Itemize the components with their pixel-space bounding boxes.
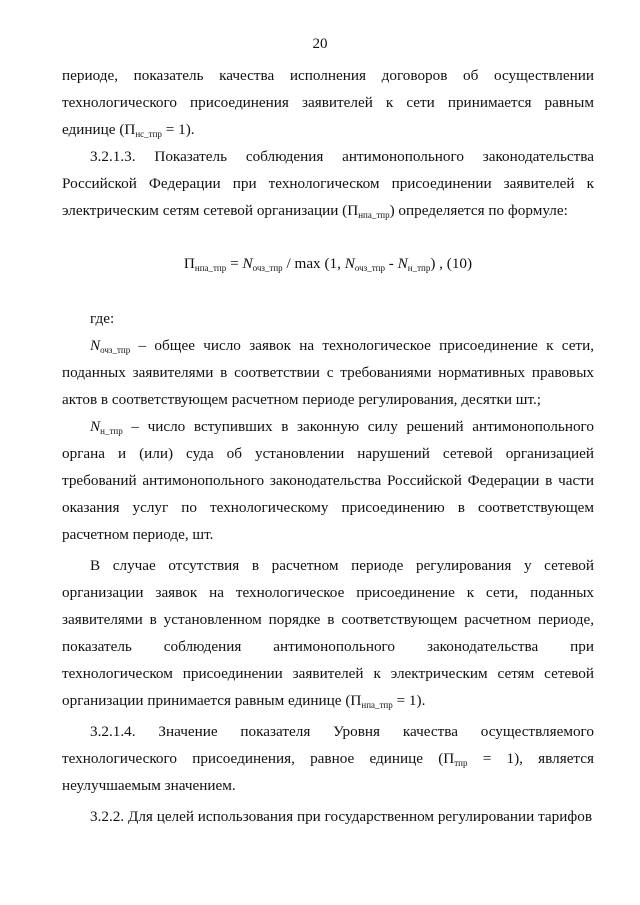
formula-10 [62,250,594,277]
paragraph-3-2-2 [62,803,594,830]
definition-text: – число вступивших в законную силу решений антимонопольного органа и (или) суда об установлении нарушений сетевой организацией требований антимонопольного законодательства Российской Федерации в части оказания услуг по технологическому присоединению в соответствующем расчетном периоде, шт. [62,418,594,543]
document-body [62,62,594,830]
formula-var-n2-subscript: очз_тпр [354,263,385,273]
paragraph-tail: ). [185,121,195,138]
page-number: 20 [312,36,328,52]
definition-subscript: очз_тпр [100,345,131,355]
paragraph-tail: ) определяется по формуле: [389,202,568,219]
formula-var-n2: N [344,255,355,272]
paragraph-text: периоде, показатель качества исполнения договоров об осуществлении технологического присоединения заявителей к сети принимается равным единице [62,67,594,138]
equation-value: = 1 [392,692,417,709]
where-label: где: [90,310,115,327]
symbol-subscript: нпа_тпр [361,700,393,710]
formula-minus: - [384,255,398,272]
paragraph-3-2-1-4 [62,718,594,799]
formula-var-n1-subscript: очз_тпр [252,263,283,273]
definition-symbol: N [90,337,101,354]
definition-text: – общее число заявок на технологическое присоединение к сети, поданных заявителями в соответствии с требованиями нормативных правовых актов в соответствующем расчетном периоде регулирования, десятки шт.; [62,337,594,408]
formula-max: / max (1, [282,255,345,272]
definition-n-ochz [62,332,594,413]
paragraph-tail: ), является неулучшаемым значением. [62,750,594,794]
paragraph-text: 3.2.1.4. Значение показателя Уровня качества осуществляемого технологического присоединения, равное единице ( [62,723,594,767]
equation-value: = 1 [467,750,515,767]
definition-subscript: н_тпр [100,426,123,436]
formula-var-n3-subscript: н_тпр [407,263,431,273]
symbol: П [350,692,362,709]
paragraph-text: 3.2.1.3. Показатель соблюдения антимонопольного законодательства Российской Федерации при технологическом присоединении заявителей к электрическим сетям сетевой организации ( [62,148,594,219]
definition-n-n [62,413,594,548]
symbol-subscript: нс_тпр [135,129,162,139]
symbol: П [443,750,455,767]
formula-var-n1: N [242,255,253,272]
paragraph-no-applications [62,552,594,714]
symbol-subscript: тпр [454,758,468,768]
paragraph-continuation: периоде, показатель качества исполнения договоров об осуществлении технологического присоединения заявителей к сети принимается равным единице $(П_{нс\_тпр} = 1)$. [62,67,594,139]
symbol-subscript: нпа_тпр [358,210,390,220]
paragraph-text: В случае отсутствия в расчетном периоде регулирования у сетевой организации заявок на технологическое присоединение к сети, поданных заявителями в установленном порядке в соответствующем расчетном периоде, показатель соблюдения антимонопольного законодательства при технологическом присоединении заявителей к электрическим сетям сетевой организации принимается равным единице ( [62,557,594,709]
formula-var-n3: N [397,255,408,272]
paragraph-3-2-1-3 [62,143,594,224]
formula-lhs: П [183,255,195,272]
equation-value: = 1 [161,121,186,138]
definition-symbol: N [90,418,101,435]
formula-number: ) , (10) [430,255,473,272]
paragraph-text: 3.2.2. Для целей использования при государственном регулировании тарифов [90,808,592,825]
formula-equals: = [226,255,243,272]
symbol: П [124,121,136,138]
paragraph-tail: ). [416,692,426,709]
formula-lhs-subscript: нпа_тпр [194,263,227,273]
symbol: П [347,202,359,219]
